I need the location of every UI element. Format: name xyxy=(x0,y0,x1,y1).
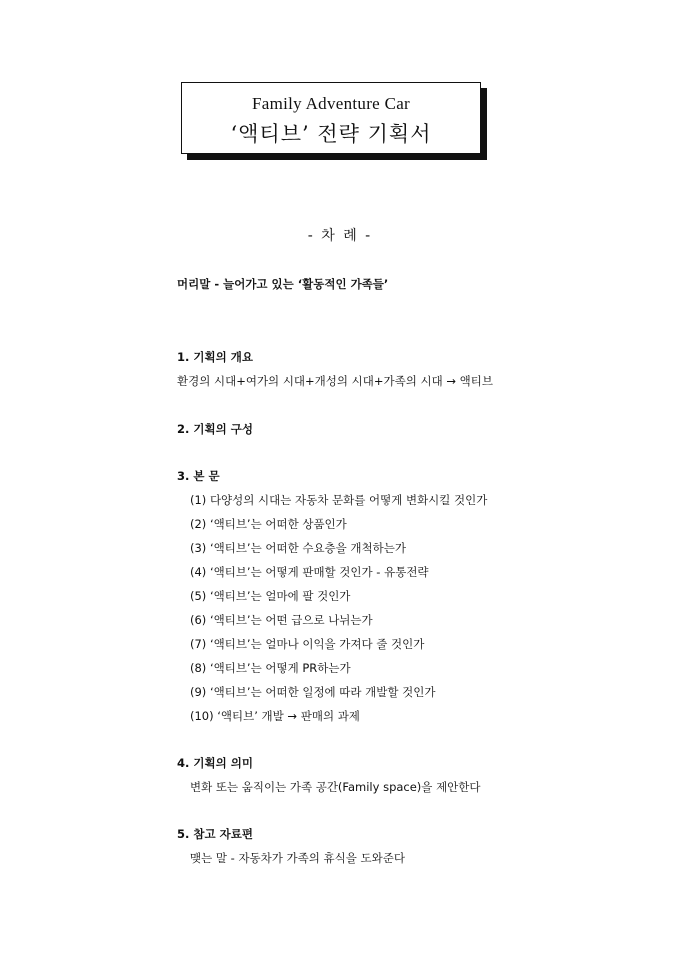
title-english: Family Adventure Car xyxy=(251,94,411,113)
title-box xyxy=(181,82,481,154)
toc-heading: - 차 례 - xyxy=(307,228,373,244)
toc-item-5: (5) ‘액티브’는 얼마에 팔 것인가 xyxy=(190,589,351,603)
toc-item-6: (6) ‘액티브’는 어떤 급으로 나뉘는가 xyxy=(190,613,373,627)
section-1-heading: 1. 기획의 개요 xyxy=(177,350,253,364)
toc-item-4: (4) ‘액티브’는 어떻게 판매할 것인가 - 유통전략 xyxy=(190,565,429,579)
toc-item-3: (3) ‘액티브’는 어떠한 수요층을 개척하는가 xyxy=(190,541,406,555)
toc-item-9: (9) ‘액티브’는 어떠한 일정에 따라 개발할 것인가 xyxy=(190,685,436,699)
toc-item-7: (7) ‘액티브’는 얼마나 이익을 가져다 줄 것인가 xyxy=(190,637,425,651)
section-5-heading: 5. 참고 자료편 xyxy=(177,827,253,841)
preface: 머리말 - 늘어가고 있는 ‘활동적인 가족들’ xyxy=(177,277,389,291)
toc-item-10: (10) ‘액티브’ 개발 → 판매의 과제 xyxy=(190,709,360,723)
section-5-content: 맺는 말 - 자동차가 가족의 휴식을 도와준다 xyxy=(190,851,405,865)
section-1-content: 환경의 시대+여가의 시대+개성의 시대+가족의 시대 → 액티브 xyxy=(177,374,493,388)
toc-item-1: (1) 다양성의 시대는 자동차 문화를 어떻게 변화시킬 것인가 xyxy=(190,493,488,507)
toc-item-8: (8) ‘액티브’는 어떻게 PR하는가 xyxy=(190,661,351,675)
section-2-heading: 2. 기획의 구성 xyxy=(177,422,253,436)
toc-item-2: (2) ‘액티브’는 어떠한 상품인가 xyxy=(190,517,347,531)
section-4-content: 변화 또는 움직이는 가족 공간(Family space)을 제안한다 xyxy=(190,780,481,794)
title-korean: ‘액티브’ 전략 기획서 xyxy=(230,122,432,146)
section-4-heading: 4. 기획의 의미 xyxy=(177,756,253,770)
section-3-heading: 3. 본 문 xyxy=(177,469,220,483)
